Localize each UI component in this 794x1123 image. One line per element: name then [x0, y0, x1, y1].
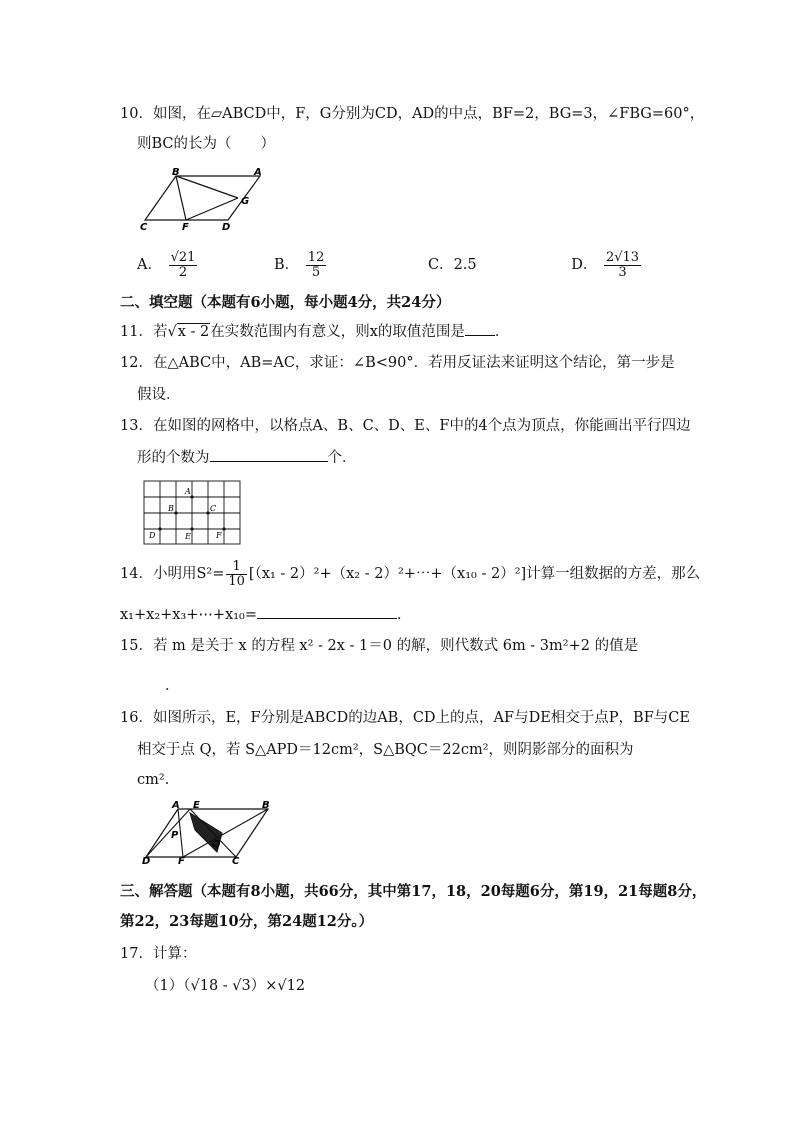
- q13-answer-blank: [210, 447, 328, 462]
- q16-label-p: P: [171, 830, 179, 841]
- q10-parallelogram-figure: [138, 166, 268, 232]
- q13-label-b: B: [168, 504, 174, 513]
- q12-line1: 12．在△ABC中，AB=AC，求证：∠B<90°．若用反证法来证明这个结论，第一步是: [120, 355, 675, 371]
- q13-label-c: C: [210, 504, 217, 513]
- option-d-fraction: $\frac{2√13}{3}$: [605, 249, 640, 280]
- q16-label-q: Q: [212, 839, 221, 850]
- sqrt-sign: √: [167, 324, 177, 340]
- q10-options: [137, 248, 643, 282]
- q10-label-g: G: [241, 196, 250, 207]
- q14-answer-blank: [257, 604, 397, 619]
- q10-label-c: C: [140, 222, 148, 232]
- q16-label-b: B: [262, 800, 270, 811]
- q10-line1: 10．如图，在▱ABCD中，F，G分别为CD，AD的中点，BF=2，BG=3，∠FBG=60°，: [120, 106, 705, 122]
- q13-label-e: E: [185, 532, 191, 541]
- q10-label-d: D: [222, 222, 231, 232]
- q16-label-c: C: [232, 856, 240, 866]
- option-a: A． $\frac{√21}{2}$: [137, 249, 196, 280]
- q13-line2: 形的个数为 个．: [137, 447, 357, 468]
- q16-label-a: A: [172, 800, 180, 811]
- option-a-fraction: $\frac{√21}{2}$: [170, 249, 196, 280]
- q16-line2: 相交于点 Q，若 S△APD＝12cm²，S△BQC＝22cm²，则阴影部分的面积为: [137, 742, 634, 758]
- q16-parallelogram-figure: [140, 800, 280, 866]
- q11-answer-blank: [465, 321, 495, 336]
- q13-label-f: F: [216, 531, 222, 540]
- q15-answer-blank: [137, 676, 165, 690]
- q13-line1: 13．在如图的网格中，以格点A、B、C、D、E、F中的4个点为顶点，你能画出平行四边: [120, 418, 691, 434]
- q14-line1: 14．小明用S²= $\frac{1}{10}$ [（x₁ - 2）²+（x₂ - 2）²+⋯+（x₁₀ - 2）²]计算一组数据的方差，那么: [120, 558, 701, 589]
- q16-line1: 16．如图所示，E，F分别是ABCD的边AB，CD上的点，AF与DE相交于点P，BF与CE: [120, 710, 690, 726]
- q10-label-f: F: [182, 222, 189, 232]
- section2-heading: 二、填空题（本题有6小题，每小题4分，共24分）: [120, 294, 451, 311]
- q12-line2: 假设．: [137, 387, 181, 403]
- q10-label-a: A: [254, 167, 262, 178]
- option-c: C．2.5: [427, 257, 477, 273]
- section3-heading-line1: 三、解答题（本题有8小题，共66分，其中第17，18，20每题6分，第19，21每题8分，: [120, 883, 707, 900]
- section3-heading-line2: 第22，23每题10分，第24题12分。）: [120, 913, 374, 930]
- option-d: D． $\frac{2√13}{3}$: [571, 249, 640, 280]
- option-b-fraction: $\frac{12}{5}$: [307, 249, 325, 280]
- q16-label-d: D: [142, 856, 151, 866]
- q16-label-e: E: [193, 800, 200, 811]
- q11: 11．若√x - 2在实数范围内有意义，则x的取值范围是 ．: [120, 321, 509, 342]
- q16-label-f: F: [178, 856, 185, 866]
- q10-line2: 则BC的长为（ ）: [137, 136, 276, 152]
- q15-line2: ．: [137, 676, 180, 696]
- q14-fraction: $\frac{1}{10}$: [228, 558, 245, 589]
- q15-line1: 15．若 m 是关于 x 的方程 x² - 2x - 1＝0 的解，则代数式 6m - 3m²+2 的值是: [120, 638, 639, 654]
- option-b: B． $\frac{12}{5}$: [274, 249, 325, 280]
- q17-part1: （1）（√18 - √3）×√12: [145, 978, 306, 994]
- q13-grid-figure: [143, 480, 243, 546]
- q16-line3: cm².: [137, 772, 170, 788]
- q11-radicand: x - 2: [177, 324, 210, 340]
- q17-line1: 17．计算：: [120, 946, 197, 962]
- q13-label-d: D: [149, 531, 156, 540]
- q10-label-b: B: [172, 167, 180, 178]
- q13-label-a: A: [185, 487, 191, 496]
- q14-line2: x₁+x₂+x₃+⋯+x₁₀= ．: [120, 604, 412, 625]
